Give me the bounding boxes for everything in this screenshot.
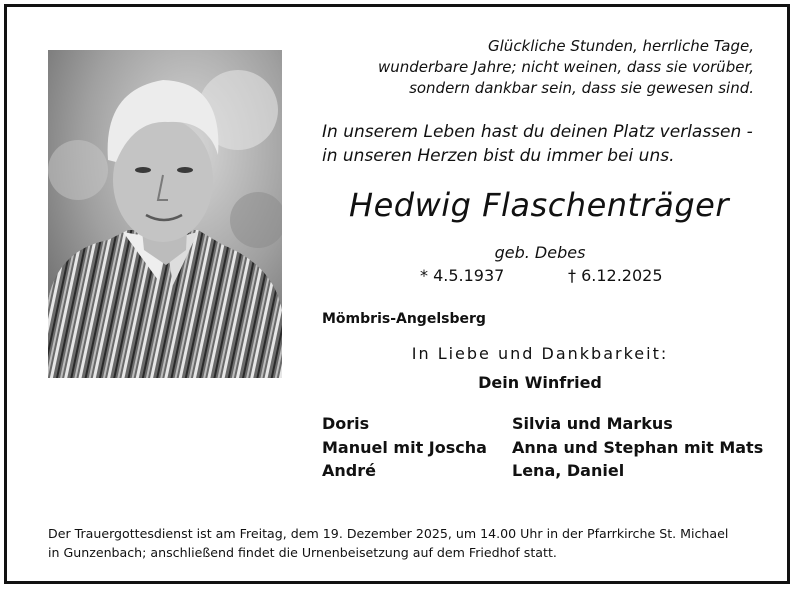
spouse-name: Dein Winfried — [478, 373, 602, 392]
death-date: † 6.12.2025 — [568, 266, 663, 285]
quote-line: Glückliche Stunden, herrliche Tage, — [488, 37, 754, 55]
mourner-name: Silvia und Markus — [512, 414, 673, 433]
gratitude-line: In Liebe und Dankbarkeit: — [411, 344, 669, 363]
deceased-name: Hedwig Flaschenträger — [349, 186, 729, 224]
mourner-name: Manuel mit Joscha — [322, 437, 487, 457]
mourner-name: Anna und Stephan mit Mats — [512, 437, 764, 457]
maiden-name: geb. Debes — [494, 243, 586, 262]
funeral-service-notice — [48, 524, 764, 562]
mourner-name: Doris — [322, 414, 370, 433]
verse-line: In unserem Leben hast du deinen Platz verlassen - — [322, 122, 753, 142]
birth-date: * 4.5.1937 — [420, 266, 505, 285]
verse-line: in unseren Herzen bist du immer bei uns. — [322, 146, 675, 166]
residence-place: Mömbris-Angelsberg — [322, 311, 486, 327]
mourners-left-column — [322, 412, 507, 483]
quote-line: wunderbare Jahre; nicht weinen, dass sie vorüber, — [377, 58, 754, 76]
service-line: Der Trauergottesdienst ist am Freitag, dem 19. Dezember 2025, um 14.00 Uhr in der Pfarrkirche St. Michael — [48, 526, 729, 541]
verse — [322, 120, 762, 168]
service-line: in Gunzenbach; anschließend findet die Urnenbeisetzung auf dem Friedhof statt. — [48, 545, 557, 560]
quote — [314, 36, 754, 99]
mourner-name: André — [322, 461, 376, 480]
portrait-photo-icon — [48, 50, 282, 378]
mourner-name: Lena, Daniel — [512, 461, 625, 480]
mourners-right-column — [512, 412, 772, 483]
quote-line: sondern dankbar sein, dass sie gewesen sind. — [409, 79, 754, 97]
